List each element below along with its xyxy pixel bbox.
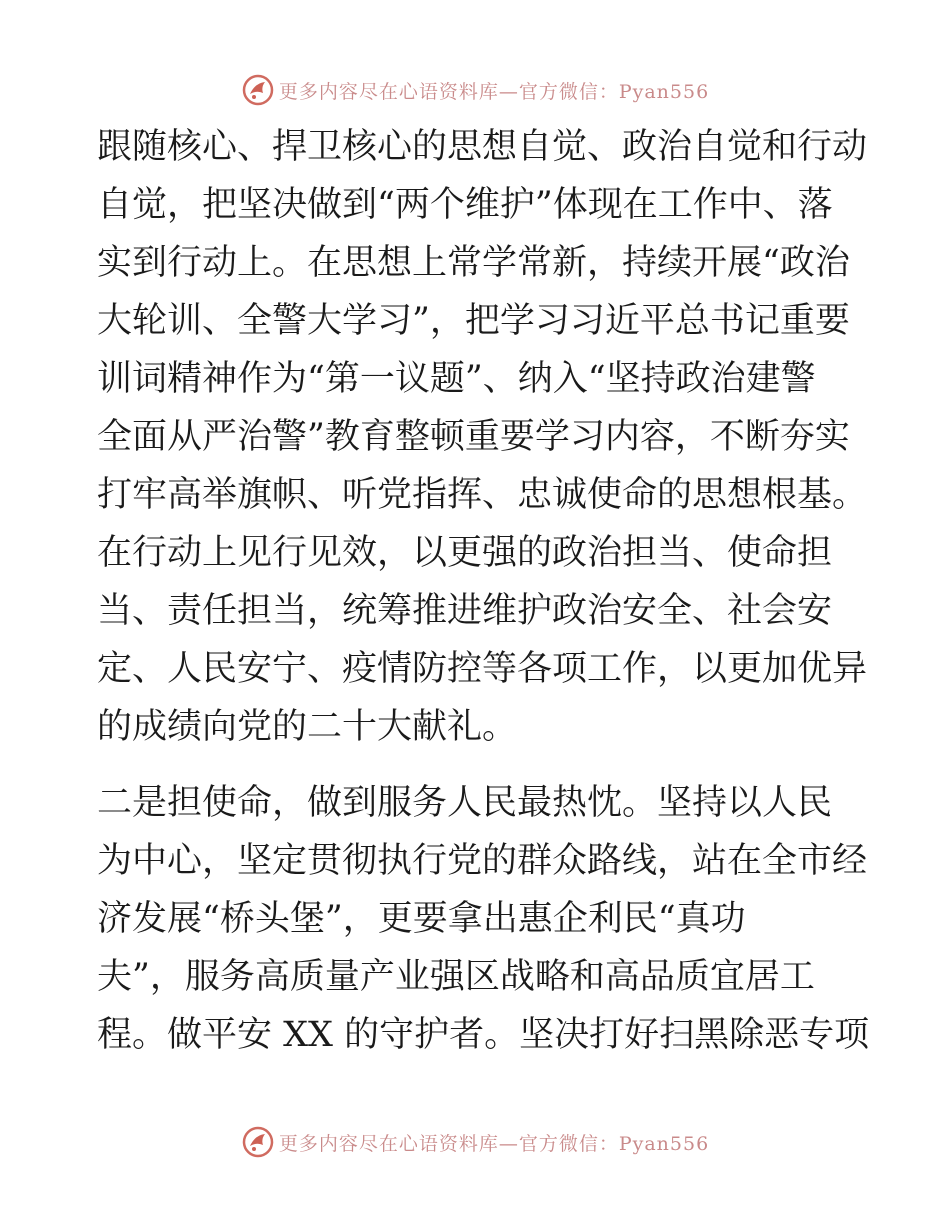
watermark-text: 更多内容尽在心语资料库—官方微信：Pyan556: [278, 80, 710, 103]
text-line: 当、责任担当，统筹推进维护政治安全、社会安: [97, 591, 833, 631]
text-line: 为中心，坚定贯彻执行党的群众路线，站在全市经: [97, 841, 868, 881]
paragraph: [97, 774, 870, 1064]
watermark-text: 更多内容尽在心语资料库—官方微信：Pyan556: [278, 1132, 710, 1155]
text-line: 夫”，服务高质量产业强区战略和高品质宜居工: [97, 957, 815, 997]
text-line: 大轮训、全警大学习”，把学习习近平总书记重要: [97, 301, 850, 341]
paragraph: [97, 118, 868, 756]
text-line: 定、人民安宁、疫情防控等各项工作，以更加优异: [97, 649, 868, 689]
text-line: 跟随核心、捍卫核心的思想自觉、政治自觉和行动: [97, 127, 868, 167]
footer-watermark: [0, 1122, 950, 1162]
paragraph-spacer: [97, 756, 857, 774]
document-body: [97, 118, 870, 1064]
text-line: 自觉，把坚决做到“两个维护”体现在工作中、落: [97, 185, 833, 225]
text-line: 全面从严治警”教育整顿重要学习内容，不断夯实: [97, 417, 850, 457]
text-line: 的成绩向党的二十大献礼。: [97, 707, 518, 747]
text-line: 实到行动上。在思想上常学常新，持续开展“政治: [97, 243, 850, 283]
text-line: 训词精神作为“第一议题”、纳入“坚持政治建警: [97, 359, 816, 399]
text-line: 程。做平安 XX 的守护者。坚决打好扫黑除恶专项: [97, 1015, 870, 1055]
text-line: 打牢高举旗帜、听党指挥、忠诚使命的思想根基。: [97, 475, 868, 515]
header-watermark: [0, 70, 950, 110]
red-circular-logo-icon: [241, 1125, 275, 1159]
text-line: 在行动上见行见效，以更强的政治担当、使命担: [97, 533, 833, 573]
red-circular-logo-icon: [241, 73, 275, 107]
text-line: 济发展“桥头堡”，更要拿出惠企利民“真功: [97, 899, 746, 939]
text-line: 二是担使命，做到服务人民最热忱。坚持以人民: [97, 783, 833, 823]
